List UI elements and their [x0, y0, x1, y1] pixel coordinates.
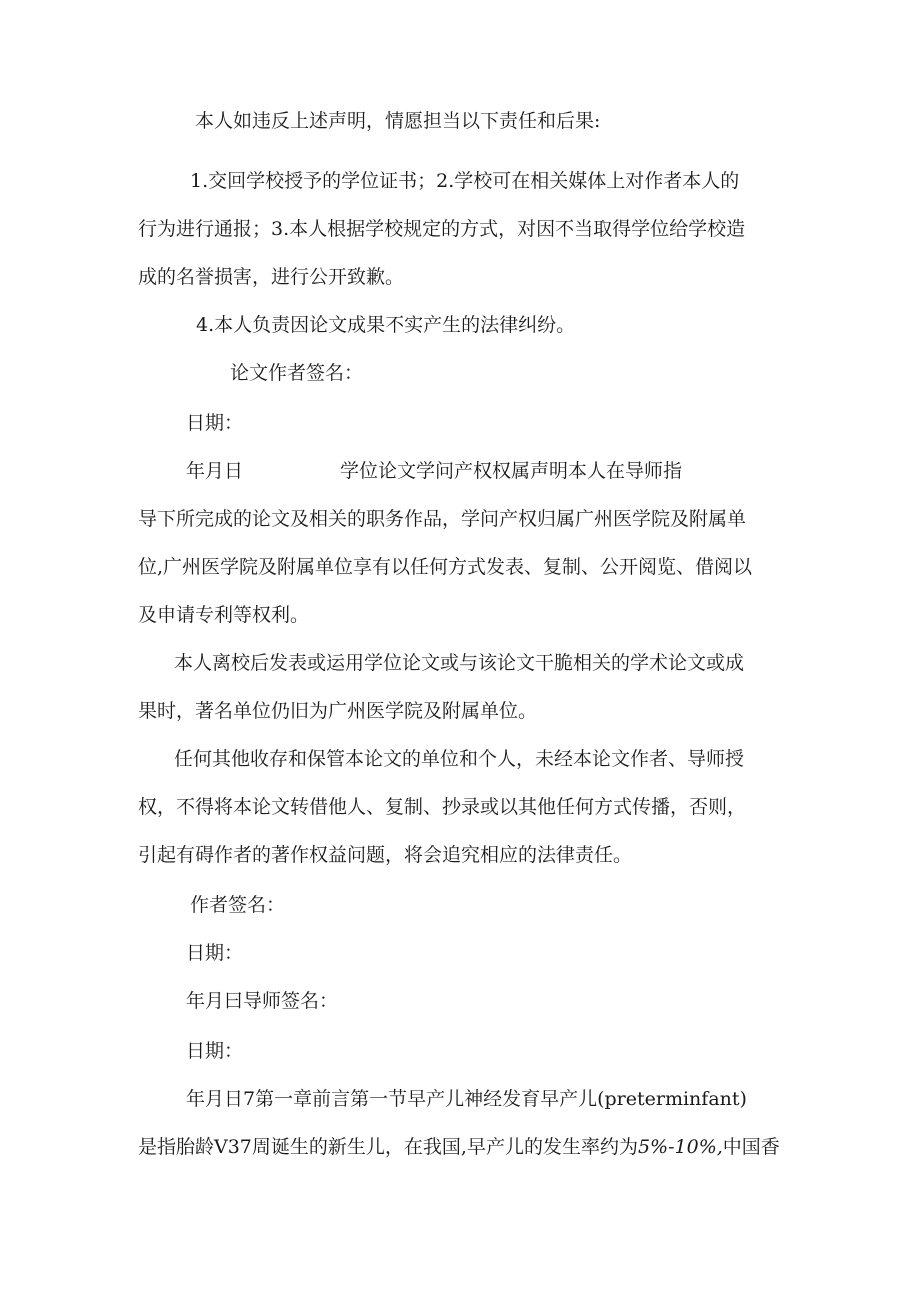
chapter-one-intro-line-2	[138, 1134, 780, 1160]
paragraph-third-party-line-2: 权，不得将本论文转借他人、复制、抄录或以其他任何方式传播，否则，	[138, 796, 747, 818]
paragraph-third-party-line-3: 引起有碍作者的著作权益问题，将会追究相应的法律责任。	[138, 844, 633, 866]
paragraph-third-party-line-1: 任何其他收存和保管本论文的单位和个人，未经本论文作者、导师授	[174, 748, 745, 770]
ymd-label-1: 年月日	[186, 460, 244, 482]
ip-declaration-line-4: 及申请专利等权利。	[138, 604, 310, 626]
ymd-tutor-signature-label: 年月曰导师签名：	[186, 990, 339, 1012]
date-label-3: 日期：	[186, 1040, 244, 1062]
paragraph-consequences-intro: 本人如违反上述声明，情愿担当以下责任和后果:	[195, 110, 601, 132]
chapter-one-intro-text-a: 是指胎龄V37周诞生的新生儿，在我国,早产儿的发生率约为	[138, 1136, 638, 1158]
thesis-author-signature-label: 论文作者签名：	[230, 362, 364, 384]
chapter-one-intro-text-c: 中国香	[722, 1136, 780, 1158]
date-label-2: 日期：	[186, 942, 244, 964]
ip-declaration-line-3: 位,广州医学院及附属单位享有以任何方式发表、复制、公开阅览、借阅以	[138, 556, 753, 578]
paragraph-consequences-line-1: 1.交回学校授予的学位证书；2.学校可在相关媒体上对作者本人的	[190, 170, 740, 192]
author-signature-label: 作者签名：	[190, 894, 286, 916]
date-label-1: 日期：	[186, 412, 244, 434]
paragraph-after-graduation-line-2: 果时，著名单位仍旧为广州医学院及附属单位。	[138, 700, 538, 722]
chapter-one-intro-line-1: 年月日7第一章前言第一节早产儿神经发育早产儿(preterminfant)	[186, 1088, 747, 1110]
paragraph-consequences-line-2: 行为进行通报；3.本人根据学校规定的方式，对因不当取得学位给学校造	[138, 218, 746, 240]
preterm-rate-value: 5%-10%,	[637, 1136, 723, 1158]
ip-declaration-line-1: 学位论文学问产权权属声明本人在导师指	[340, 460, 683, 482]
paragraph-consequences-line-3: 成的名誉损害，进行公开致歉。	[138, 266, 405, 288]
paragraph-after-graduation-line-1: 本人离校后发表或运用学位论文或与该论文干脆相关的学术论文或成	[174, 652, 745, 674]
ip-declaration-line-2: 导下所完成的论文及相关的职务作品，学问产权归属广州医学院及附属单	[138, 508, 747, 530]
paragraph-legal-disputes: 4.本人负责因论文成果不实产生的法律纠纷。	[196, 314, 576, 336]
